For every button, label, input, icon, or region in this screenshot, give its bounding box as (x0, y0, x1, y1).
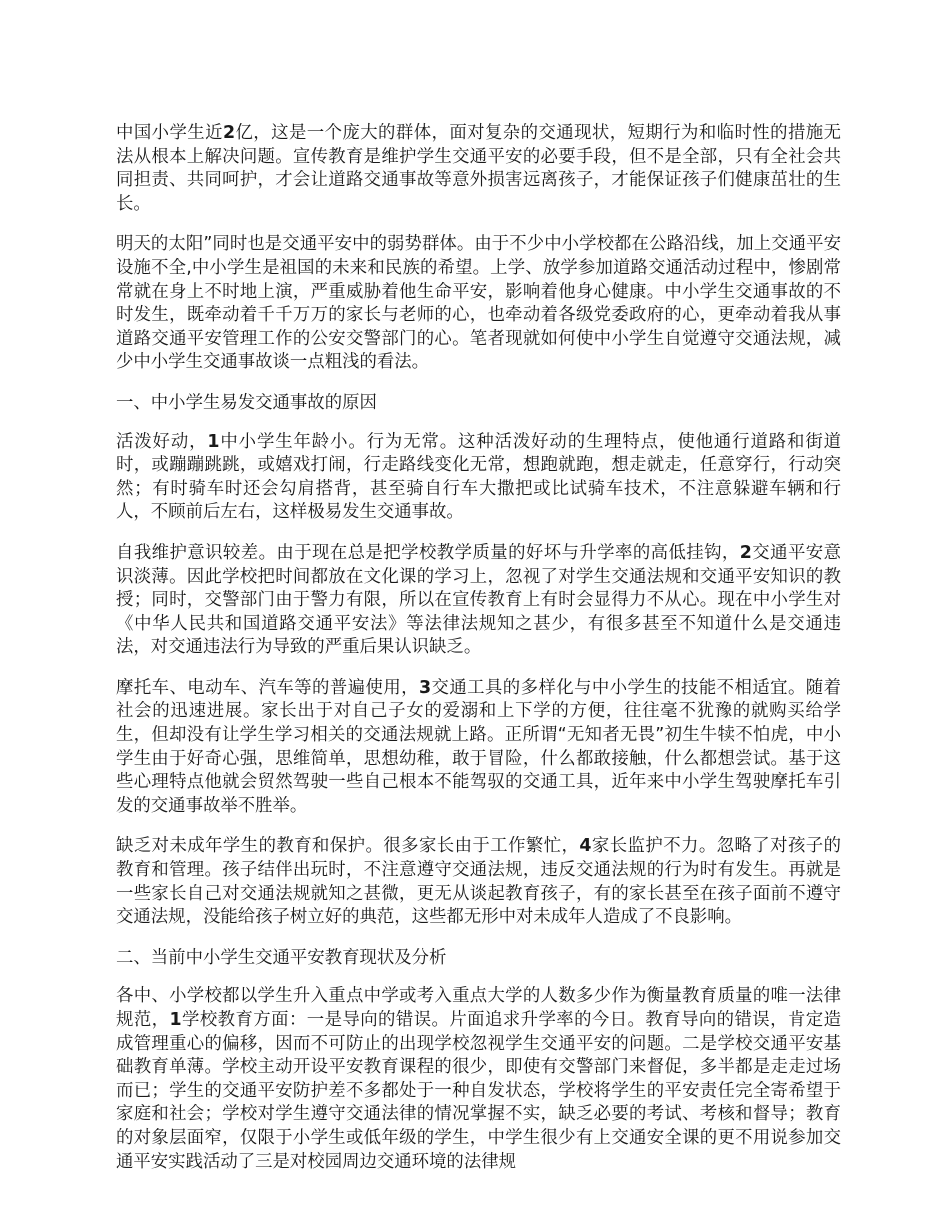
paragraph-number: 3 (418, 677, 432, 698)
paragraph-cause-2 (116, 542, 841, 660)
heading-text: 二、当前中小学生交通平安教育现状及分析 (116, 947, 447, 968)
paragraph-intro (116, 122, 841, 216)
section-heading-causes (116, 392, 841, 416)
paragraph-text: 缺乏对未成年学生的教育和保护。很多家长由于工作繁忙， (116, 836, 580, 857)
paragraph-cause-3 (116, 677, 841, 819)
paragraph-number: 2 (739, 542, 752, 563)
paragraph-text: 中小学生年龄小。行为无常。这种活泼好动的生理特点，使他通行道路和街道时，或蹦蹦跳跳，或嬉戏打闹，行走路线变化无常，想跑就跑，想走就走，任意穿行，行动突然；有时骑车时还会勾肩搭背，甚至骑自行车大撒把或比试骑车技术，不注意躲避车辆和行人，不顾前后左右，这样极易发生交通事故。 (116, 431, 841, 523)
paragraph-text: 明天的太阳”同时也是交通平安中的弱势群体。由于不少中小学校都在公路沿线，加上交通平安设施不全,中小学生是祖国的未来和民族的希望。上学、放学参加道路交通活动过程中，惨剧常常就在身上不时地上演，严重威胁着他生命平安，影响着他身心健康。中小学生交通事故的不时发生，既牵动着千千万万的家长与老师的心，也牵动着各级党委政府的心，更牵动着我从事道路交通平安管理工作的公安交警部门的心。笔者现就如何使中小学生自觉遵守交通法规，减少中小学生交通事故谈一点粗浅的看法。 (116, 234, 841, 373)
paragraph-text: 中国小学生近 (116, 123, 223, 143)
paragraph-status-1 (116, 985, 841, 1174)
paragraph-text: 交通平安意识淡薄。因此学校把时间都放在文化课的学习上，忽视了对学生交通法规和交通平安知识的教授；同时，交警部门由于警力有限，所以在宣传教育上有时会显得力不从心。现在中小学生对《中华人民共和国道路交通平安法》等法律法规知之甚少，有很多甚至不知道什么是交通违法，对交通违法行为导致的严重后果认识缺乏。 (116, 542, 841, 658)
paragraph-cause-4 (116, 835, 841, 929)
paragraph-text: 自我维护意识较差。由于现在总是把学校教学质量的好坏与升学率的高低挂钩， (116, 542, 740, 563)
paragraph-text: 学校教育方面：一是导向的错误。片面追求升学率的今日。教育导向的错误，肯定造成管理重心的偏移，因而不可防止的出现学校忽视学生交通平安的问题。二是学校交通平安基础教育单薄。学校主动开设平安教育课程的很少，即使有交警部门来督促，多半都是走走过场而已；学生的交通平安防护差不多都处于一种自发状态，学校将学生的平安责任完全寄希望于家庭和社会；学校对学生遵守交通法律的情况掌握不实，缺乏必要的考试、考核和督导；教育的对象层面窄，仅限于小学生或低年级的学生，中学生很少有上交通安全课的更不用说参加交通平安实践活动了三是对校园周边交通环境的法律规 (116, 1010, 841, 1172)
heading-text: 一、中小学生易发交通事故的原因 (116, 392, 377, 413)
paragraph-number: 2 (222, 123, 236, 143)
paragraph-text: 各中、小学校都以学生升入重点中学或考入重点大学的人数多少作为衡量教育质量的唯一法律规范， (116, 986, 841, 1030)
paragraph-text: 交通工具的多样化与中小学生的技能不相适宜。随着社会的迅速进展。家长出于对自己子女的爱溺和上下学的方便，往往毫不犹豫的就购买给学生，但却没有让学生学习相关的交通法规就上路。正所谓“无知者无畏”初生牛犊不怕虎，中小学生由于好奇心强，思维简单，思想幼稚，敢于冒险，什么都敢接触，什么都想尝试。基于这些心理特点他就会贸然驾驶一些自己根本不能驾驭的交通工具，近年来中小学生驾驶摩托车引发的交通事故举不胜举。 (116, 677, 841, 816)
paragraph-text: 家长监护不力。忽略了对孩子的教育和管理。孩子结伴出玩时，不注意遵守交通法规，违反交通法规的行为时有发生。再就是一些家长自己对交通法规就知之甚微，更无从谈起教育孩子，有的家长甚至在孩子面前不遵守交通法规，没能给孩子树立好的典范，这些都无形中对未成年人造成了不良影响。 (116, 836, 841, 928)
paragraph-text: 亿，这是一个庞大的群体，面对复杂的交通现状，短期行为和临时性的措施无法从根本上解决问题。宣传教育是维护学生交通平安的必要手段，但不是全部，只有全社会共同担责、共同呵护，才会让道路交通事故等意外损害远离孩子，才能保证孩子们健康茁壮的生长。 (116, 123, 841, 214)
paragraph-text: 摩托车、电动车、汽车等的普遍使用， (116, 677, 419, 698)
paragraph-number: 1 (207, 431, 220, 452)
section-heading-status (116, 947, 841, 971)
paragraph-text: 活泼好动， (116, 431, 208, 452)
paragraph-number: 1 (169, 1010, 182, 1030)
paragraph-number: 4 (579, 836, 592, 857)
paragraph-background (116, 233, 841, 375)
document-body (116, 122, 841, 1191)
paragraph-cause-1 (116, 431, 841, 525)
